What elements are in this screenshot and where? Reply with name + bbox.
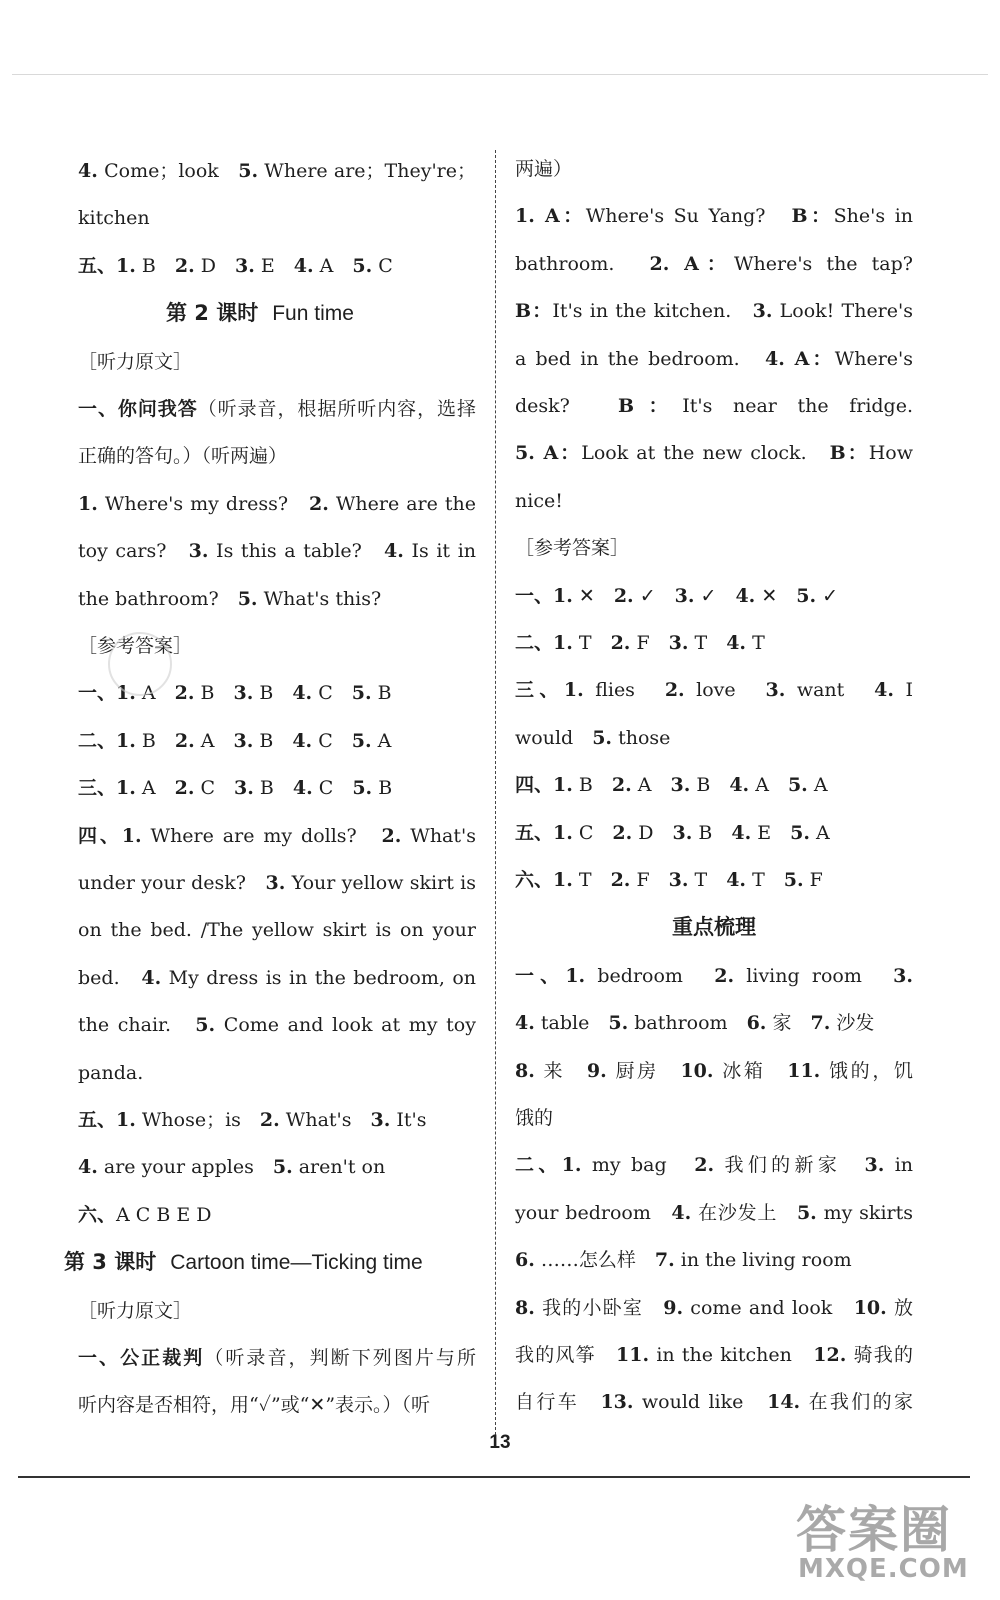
right-text-line: desk? B：It's near the fridge. xyxy=(515,394,913,417)
right-text-line: 二、1. T 2. F 3. T 4. T xyxy=(515,631,765,654)
right-text-line: 六、1. T 2. F 3. T 4. T 5. F xyxy=(515,868,823,891)
left-text-line: the bathroom? 5. What's this? xyxy=(78,587,382,610)
watermark-cn: 答案圈 xyxy=(796,1501,952,1559)
left-column xyxy=(64,148,476,1430)
right-text-line: 一、1. ✕ 2. ✓ 3. ✓ 4. ✕ 5. ✓ xyxy=(515,584,839,607)
right-text-line: 一、1. bedroom 2. living room 3. xyxy=(515,964,913,987)
right-text-line: 4. table 5. bathroom 6. 家 7. 沙发 xyxy=(515,1012,875,1035)
left-text-line: 五、1. B 2. D 3. E 4. A 5. C xyxy=(78,254,393,277)
right-text-line: your bedroom 4. 在沙发上 5. my skirts xyxy=(515,1201,913,1224)
heading-lesson-title: Fun time xyxy=(272,302,354,326)
watermark-logo xyxy=(786,1490,986,1594)
right-text-line: 二、1. my bag 2. 我们的新家 3. in xyxy=(515,1154,913,1177)
left-text-line: the chair. 5. Come and look at my toy xyxy=(78,1014,476,1037)
faded-stamp-icon xyxy=(108,632,172,696)
left-text-line: 一、你问我答（听录音，根据所听内容，选择 xyxy=(78,398,476,421)
right-text-line: 8. 来 9. 厨房 10. 冰箱 11. 饿的，饥 xyxy=(515,1059,913,1082)
right-text-line: 5. A：Look at the new clock. B：How xyxy=(515,442,913,465)
right-text-line: bathroom. 2. A：Where's the tap? xyxy=(515,252,913,275)
column-divider xyxy=(495,150,496,1445)
left-text-line: 六、A C B E D xyxy=(78,1203,212,1226)
left-text-line: ［听力原文］ xyxy=(78,350,193,373)
right-text-line: 四、1. B 2. A 3. B 4. A 5. A xyxy=(515,774,828,797)
heading-lesson-number: 第 3 课时 xyxy=(64,1250,157,1275)
right-column xyxy=(515,146,913,1427)
right-text-line: nice! xyxy=(515,489,563,512)
left-text-line: 4. are your apples 5. aren't on xyxy=(78,1156,386,1179)
left-text-line: 1. Where's my dress? 2. Where are the xyxy=(78,492,476,515)
left-text-line: 正确的答句。）（听两遍） xyxy=(78,445,288,468)
right-section-heading: 重点梳理 xyxy=(672,915,756,940)
right-text-line: 8. 我的小卧室 9. come and look 10. 放 xyxy=(515,1296,913,1319)
left-text-line: panda. xyxy=(78,1061,144,1084)
right-text-line: ［参考答案］ xyxy=(515,537,630,560)
left-text-line: kitchen xyxy=(78,207,150,230)
top-rule xyxy=(12,74,988,75)
left-text-line: 二、1. B 2. A 3. B 4. C 5. A xyxy=(78,729,392,752)
left-text-line: toy cars? 3. Is this a table? 4. Is it in xyxy=(78,540,476,563)
right-text-line: 五、1. C 2. D 3. B 4. E 5. A xyxy=(515,821,830,844)
page-number: 13 xyxy=(489,1432,511,1453)
left-text-line: under your desk? 3. Your yellow skirt is xyxy=(78,872,476,895)
watermark-en: MXQE.COM xyxy=(798,1554,969,1584)
right-text-line: would 5. those xyxy=(515,726,671,749)
left-text-line: 三、1. A 2. C 3. B 4. C 5. B xyxy=(78,777,393,800)
right-text-line: 1. A：Where's Su Yang? B：She's in xyxy=(515,205,913,228)
right-text-line: B：It's in the kitchen. 3. Look! There's xyxy=(515,300,913,323)
left-text-line: on the bed. /The yellow skirt is on your xyxy=(78,919,476,942)
left-text-line: 五、1. Whose；is 2. What's 3. It's xyxy=(78,1108,427,1131)
left-text-line: bed. 4. My dress is in the bedroom, on xyxy=(78,966,476,989)
right-text-line: 饿的 xyxy=(515,1106,554,1129)
heading-lesson-title: Cartoon time—Ticking time xyxy=(170,1251,423,1275)
left-text-line: 一、公正裁判（听录音，判断下列图片与所 xyxy=(78,1347,476,1370)
left-text-line: 4. Come；look 5. Where are；They're； xyxy=(78,160,476,182)
right-text-line: 三、1. flies 2. love 3. want 4. I xyxy=(515,679,913,702)
left-section-heading xyxy=(78,290,476,338)
left-section-heading xyxy=(64,1239,488,1287)
right-text-line: a bed in the bedroom. 4. A：Where's xyxy=(515,347,913,370)
right-text-line: 自行车 13. would like 14. 在我们的家 xyxy=(515,1391,913,1414)
left-text-line: ［参考答案］ xyxy=(78,635,193,657)
left-text-line: 听内容是否相符，用“✓”或“✕”表示。）（听 xyxy=(78,1394,431,1417)
bottom-rule xyxy=(18,1476,970,1478)
left-text-line: ［听力原文］ xyxy=(78,1299,193,1322)
right-text-line: 我的风筝 11. in the kitchen 12. 骑我的 xyxy=(515,1343,913,1366)
left-text-line: 四、1. Where are my dolls? 2. What's xyxy=(78,824,476,847)
right-text-line: 两遍） xyxy=(515,158,573,180)
heading-lesson-number: 第 2 课时 xyxy=(166,301,259,326)
left-text-line: 一、1. A 2. B 3. B 4. C 5. B xyxy=(78,682,392,705)
right-text-line: 6. ……怎么样 7. in the living room xyxy=(515,1249,852,1272)
